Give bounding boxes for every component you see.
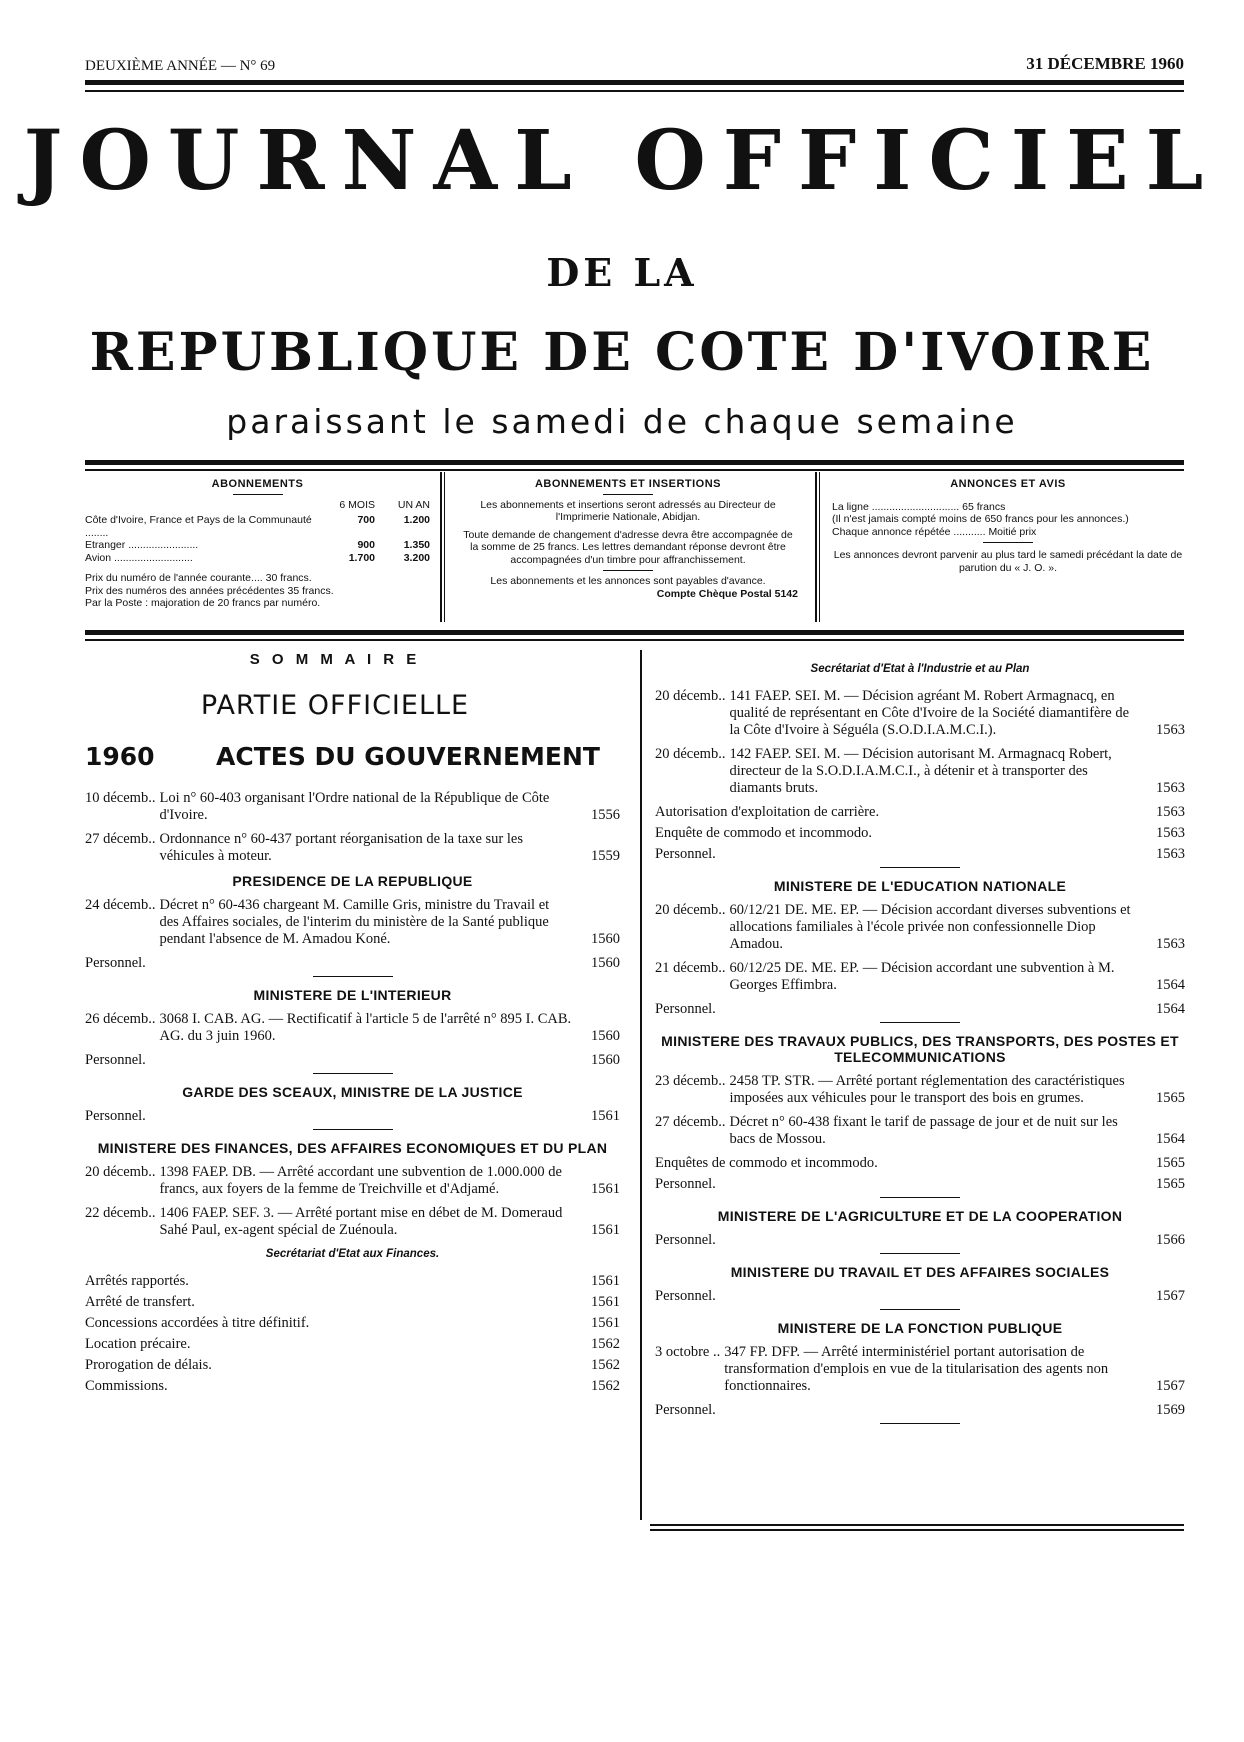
subsection-title: Secrétariat d'Etat aux Finances. [265,1248,440,1260]
sommaire-entry [85,831,620,865]
repeat-price: Chaque annonce répétée ........... Moitié prix [832,525,1037,538]
sommaire-item [85,1108,620,1125]
section-title: MINISTERE DE LA FONCTION PUBLIQUE [777,1320,1063,1336]
actes-title: ACTES DU GOUVERNEMENT [216,742,600,771]
entry-page: 1559 [591,848,620,864]
price-line: Prix du numéro de l'année courante.... 30 francs. [85,572,312,584]
entry-text: Décret n° 60-436 chargeant M. Camille Gris, ministre du Travail et des Affaires sociales, de l'interim du ministère de la Santé publique pendant l'absence de M. Amadou Koné. [159,897,550,947]
abonnements-insertions-title: ABONNEMENTS ET INSERTIONS [534,478,722,490]
box-separator [815,472,817,622]
separator [313,1073,393,1074]
boxes-bottom-rule [85,630,1184,635]
column-separator [640,650,642,1520]
issue-date: 31 DÉCEMBRE 1960 [1026,54,1184,73]
entry-date: 20 décemb.. [655,902,726,918]
annonces-box [832,478,1184,574]
item-text: Enquête de commodo et incommodo. [655,825,873,841]
item-page: 1563 [1156,804,1185,820]
sommaire-entry [655,1344,1185,1395]
sommaire-entry [655,688,1185,739]
address-change-text: Toute demande de changement d'adresse devra être accompagnée de la somme de 25 francs. Les lettres demandant réponse devront être accompagnées d'un timbre pour affranchissement. [463,528,793,566]
item-text: Personnel. [655,846,716,862]
partie-officielle: PARTIE OFFICIELLE [200,690,470,721]
item-page: 1562 [591,1357,620,1373]
entry-date: 10 décemb.. [85,790,156,806]
col-6mois: 6 MOIS [339,498,375,511]
item-text: Personnel. [655,1232,716,1248]
sommaire-item [655,825,1185,842]
masthead-republic: REPUBLIQUE DE COTE D'IVOIRE [89,322,1155,383]
entry-page: 1560 [591,931,620,947]
sommaire-item [655,1155,1185,1172]
sommaire-entry [85,790,620,824]
separator [313,1129,393,1130]
entry-text: Ordonnance n° 60-437 portant réorganisation de la taxe sur les véhicules à moteur. [159,831,523,864]
entry-text: 1406 FAEP. SEF. 3. — Arrêté portant mise en débet de M. Domeraud Sahé Paul, ex-agent spécial de Zuénoula. [159,1205,563,1238]
sommaire-entry [655,960,1185,994]
sommaire-entry [655,746,1185,797]
sommaire-item [85,1273,620,1290]
item-page: 1561 [591,1273,620,1289]
sommaire-entry [655,1073,1185,1107]
subsection-title: Secrétariat d'Etat à l'Industrie et au Plan [810,663,1030,675]
item-text: Arrêté de transfert. [85,1294,195,1310]
box-separator [440,472,442,622]
annonces-title: ANNONCES ET AVIS [950,478,1066,490]
entry-page: 1564 [1156,977,1185,993]
section-title: MINISTERE DU TRAVAIL ET DES AFFAIRES SOCIALES [730,1264,1110,1280]
separator [880,1423,960,1424]
section-title: MINISTERE DE L'EDUCATION NATIONALE [773,878,1067,894]
entry-date: 23 décemb.. [655,1073,726,1089]
entry-page: 1563 [1156,936,1185,952]
separator [313,976,393,977]
sommaire-item [85,1336,620,1353]
item-page: 1563 [1156,846,1185,862]
sommaire-item [85,1315,620,1332]
item-text: Personnel. [655,1001,716,1017]
boxes-bottom-rule-thin [85,639,1184,641]
min-price-note: (Il n'est jamais compté moins de 650 francs pour les annonces.) [832,513,1129,525]
insertions-text: Les abonnements et insertions seront adressés au Directeur de l'Imprimerie Nationale, Abidjan. [480,498,776,523]
item-text: Personnel. [655,1402,716,1418]
entry-text: 2458 TP. STR. — Arrêté portant réglementation des caractéristiques imposées aux véhicules pour le transport des bois en grumes. [729,1073,1125,1106]
entry-page: 1561 [591,1181,620,1197]
item-page: 1560 [591,955,620,971]
entry-date: 22 décemb.. [85,1205,156,1221]
entry-text: 347 FP. DFP. — Arrêté interministériel portant autorisation de transformation d'emplois en vue de la titularisation des agents non fonctionnaires. [724,1344,1109,1394]
sommaire-left-column [85,790,620,1399]
item-page: 1561 [591,1315,620,1331]
entry-date: 20 décemb.. [85,1164,156,1180]
header-rule [85,80,1184,85]
box-separator [444,472,445,622]
sommaire-item [655,846,1185,863]
entry-text: Décret n° 60-438 fixant le tarif de passage de jour et de nuit sur les bacs de Mossou. [729,1114,1118,1147]
item-page: 1563 [1156,825,1185,841]
item-page: 1562 [591,1336,620,1352]
boxes-top-rule-thin [85,469,1184,471]
item-text: Autorisation d'exploitation de carrière. [655,804,880,820]
separator [880,867,960,868]
col-unan: UN AN [397,498,430,511]
item-text: Location précaire. [85,1336,191,1352]
box-separator [819,472,820,622]
section-title: GARDE DES SCEAUX, MINISTRE DE LA JUSTICE [182,1084,523,1100]
section-title: MINISTERE DE L'INTERIEUR [253,987,452,1003]
masthead-title: JOURNAL OFFICIEL [23,113,1221,209]
entry-date: 24 décemb.. [85,897,156,913]
entry-text: 1398 FAEP. DB. — Arrêté accordant une subvention de 1.000.000 de francs, aux foyers de la femme de Treichville et d'Adjamé. [159,1164,562,1197]
sommaire-entry [85,1205,620,1239]
entry-text: 60/12/25 DE. ME. EP. — Décision accordant une subvention à M. Georges Effimbra. [729,960,1115,993]
entry-page: 1565 [1156,1090,1185,1106]
item-text: Enquêtes de commodo et incommodo. [655,1155,878,1171]
entry-date: 20 décemb.. [655,688,726,704]
entry-page: 1564 [1156,1131,1185,1147]
item-text: Personnel. [655,1288,716,1304]
entry-date: 3 octobre .. [655,1344,721,1360]
item-page: 1564 [1156,1001,1185,1017]
sommaire-item [85,1052,620,1069]
entry-text: 3068 I. CAB. AG. — Rectificatif à l'article 5 de l'arrêté n° 895 I. CAB. AG. du 3 juin 1960. [159,1011,572,1044]
sommaire-entry [655,902,1185,953]
entry-page: 1556 [591,807,620,823]
boxes-top-rule [85,460,1184,465]
section-title: MINISTERE DE L'AGRICULTURE ET DE LA COOPERATION [717,1208,1123,1224]
item-text: Prorogation de délais. [85,1357,212,1373]
abonnements-box [85,478,430,610]
end-rule [650,1524,1184,1526]
separator [880,1197,960,1198]
masthead-de-la: DE LA [546,250,698,295]
sommaire-right-column [655,657,1185,1434]
item-text: Arrêtés rapportés. [85,1273,189,1289]
header-rule-thin [85,90,1184,92]
abonnements-insertions-box [458,478,798,600]
actes-heading [85,742,600,771]
item-text: Personnel. [85,955,146,971]
item-text: Personnel. [85,1108,146,1124]
item-text: Concessions accordées à titre définitif. [85,1315,310,1331]
entry-date: 27 décemb.. [655,1114,726,1130]
section-title: MINISTERE DES TRAVAUX PUBLICS, DES TRANSPORTS, DES POSTES ET TELECOMMUNICATIONS [661,1033,1179,1065]
sommaire-item [655,1001,1185,1018]
section-title: PRESIDENCE DE LA REPUBLIQUE [232,873,473,889]
sub-row: Avion ........................... 1.700 3.200 [85,551,430,564]
sommaire-entry [655,1114,1185,1148]
entry-text: 60/12/21 DE. ME. EP. — Décision accordant diverses subventions et allocations familiales à l'école privée non confessionnelle Diop Amadou. [729,902,1131,952]
item-page: 1562 [591,1378,620,1394]
item-page: 1569 [1156,1402,1185,1418]
sub-row: Etranger ........................ 900 1.350 [85,539,430,551]
price-line: Par la Poste : majoration de 20 francs par numéro. [85,597,321,609]
sommaire-item [655,1288,1185,1305]
sommaire-entry [85,897,620,948]
entry-page: 1567 [1156,1378,1185,1394]
item-text: Personnel. [85,1052,146,1068]
masthead-frequency: paraissant le samedi de chaque semaine [226,402,1018,441]
item-page: 1565 [1156,1176,1185,1192]
issue-number: DEUXIÈME ANNÉE — N° 69 [85,58,276,74]
entry-page: 1563 [1156,780,1185,796]
postal-account: Compte Chèque Postal 5142 [656,587,798,600]
entry-page: 1561 [591,1222,620,1238]
item-page: 1566 [1156,1232,1185,1248]
entry-date: 26 décemb.. [85,1011,156,1027]
price-line: Prix des numéros des années précédentes 35 francs. [85,584,334,597]
item-text: Personnel. [655,1176,716,1192]
entry-page: 1563 [1156,722,1185,738]
section-title: MINISTERE DES FINANCES, DES AFFAIRES ECONOMIQUES ET DU PLAN [97,1140,608,1156]
separator [880,1253,960,1254]
item-page: 1565 [1156,1155,1185,1171]
separator [880,1022,960,1023]
entry-date: 21 décemb.. [655,960,726,976]
entry-text: 142 FAEP. SEI. M. — Décision autorisant M. Armagnacq Robert, directeur de la S.O.D.I.A.M.C.I., à détenir et à transporter des diamants bruts. [729,746,1112,796]
item-page: 1560 [591,1052,620,1068]
sommaire-entry [85,1011,620,1045]
entry-text: Loi n° 60-403 organisant l'Ordre national de la République de Côte d'Ivoire. [159,790,550,823]
sommaire-item [85,1378,620,1395]
sommaire-entry [85,1164,620,1198]
sub-row: Côte d'Ivoire, France et Pays de la Communauté ........ 700 1.200 [85,514,430,539]
item-page: 1561 [591,1294,620,1310]
item-page: 1561 [591,1108,620,1124]
sommaire-title: S O M M A I R E [249,651,421,668]
end-rule [650,1529,1184,1531]
line-price: La ligne .............................. 65 francs [832,500,1006,513]
entry-date: 20 décemb.. [655,746,726,762]
entry-date: 27 décemb.. [85,831,156,847]
sommaire-item [655,1402,1185,1419]
actes-year: 1960 [85,742,155,771]
deadline-text: Les annonces devront parvenir au plus tard le samedi précédant la date de parution du « J. O. ». [833,549,1183,574]
sommaire-item [655,1176,1185,1193]
abonnements-title: ABONNEMENTS [211,478,304,490]
sommaire-item [85,1294,620,1311]
entry-text: 141 FAEP. SEI. M. — Décision agréant M. Robert Armagnacq, en qualité de représentant en Côte d'Ivoire de la Société diamantifère de la Côte d'Ivoire à Séguéla (S.O.D.I.A.M.C.I.). [729,688,1130,738]
payment-text: Les abonnements et les annonces sont payables d'avance. [490,575,766,587]
entry-page: 1560 [591,1028,620,1044]
sommaire-item [655,1232,1185,1249]
sommaire-item [655,804,1185,821]
item-text: Commissions. [85,1378,168,1394]
sommaire-item [85,1357,620,1374]
sommaire-item [85,955,620,972]
separator [880,1309,960,1310]
item-page: 1567 [1156,1288,1185,1304]
